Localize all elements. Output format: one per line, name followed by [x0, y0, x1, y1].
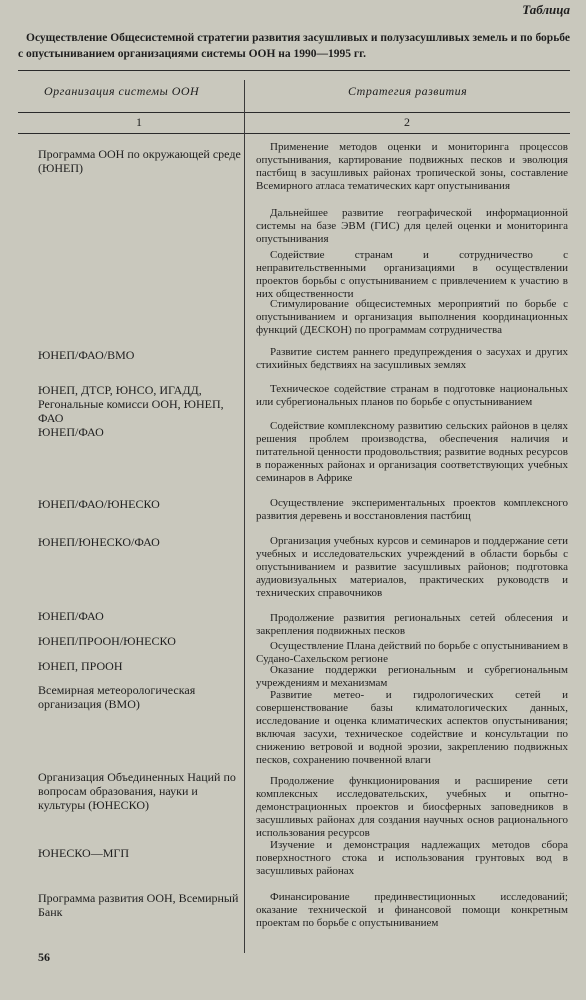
org-entry: ЮНЕСКО—МГП [38, 846, 129, 860]
org-entry: ЮНЕП/ФАО/ЮНЕСКО [38, 497, 160, 511]
strategy-entry: Стимулирование общесистемных мероприятий по борьбе с опустыниванием и организация выполнения координационных функций (ДЕСКОН) по программам сотрудничества [256, 298, 568, 336]
org-entry: ЮНЕП/ФАО [38, 425, 104, 439]
table-label: Таблица [522, 2, 570, 17]
org-entry: ЮНЕП, ПРООН [38, 659, 123, 673]
left-column-number: 1 [136, 115, 142, 129]
strategy-entry: Продолжение функционирования и расширение сети комплексных исследовательских, учебных и опытно-демонстрационных проектов и биосферных заповедников в засушливых районах для создания научных основ рационального использования ресурсов [256, 775, 568, 839]
table-caption: Осуществление Общесистемной стратегии развития засушливых и полузасушливых земель и по борьбе с опустыниванием организациями системы ООН на 1990—1995 гг. [18, 32, 570, 60]
org-entry: ЮНЕП, ДТСР, ЮНСО, ИГАДД, Регональные комисси ООН, ЮНЕП, ФАО [38, 383, 224, 425]
right-column-number: 2 [404, 115, 410, 129]
header-bottom-rule [18, 133, 570, 134]
header-top-rule [18, 70, 570, 71]
org-entry: ЮНЕП/ФАО [38, 609, 104, 623]
strategy-entry: Дальнейшее развитие географической информационной системы на базе ЭВМ (ГИС) для целей оценки и мониторинга опустынивания [256, 207, 568, 245]
page-number: 56 [38, 950, 50, 964]
column-divider [244, 80, 245, 953]
strategy-entry: Финансирование прединвестиционных исследований; оказание технической и финансовой помощи конкретным проектам по борьбе с опустыниванием [256, 891, 568, 929]
org-entry: Организация Объединенных Наций по вопросам образования, науки и культуры (ЮНЕСКО) [38, 770, 236, 812]
strategy-entry: Осуществление Плана действий по борьбе с опустыниванием в Судано-Сахельском регионе [256, 640, 568, 665]
org-entry: ЮНЕП/ФАО/ВМО [38, 348, 135, 362]
strategy-entry: Применение методов оценки и мониторинга процессов опустынивания, картирование подвижных песков и эволюция пастбищ в засушливых районах тропической зоны, составление Всемирного атласа тематических карт опустынивания [256, 141, 568, 192]
strategy-entry: Содействие комплексному развитию сельских районов в целях решения проблем производства, обеспечения наличия и питательной ценности продовольствия; развитие водных ресурсов в пораженных районах и организация соответствующих учебных семинаров в Африке [256, 420, 568, 484]
right-column-header: Стратегия развития [348, 84, 468, 98]
org-entry: Программа развития ООН, Всемирный Банк [38, 891, 239, 919]
org-entry: ЮНЕП/ПРООН/ЮНЕСКО [38, 634, 176, 648]
left-column-header: Организация системы ООН [44, 84, 200, 98]
strategy-entry: Техническое содействие странам в подготовке национальных или субрегиональных планов по борьбе с опустыниванием [256, 383, 568, 408]
strategy-entry: Организация учебных курсов и семинаров и поддержание сети учебных и исследовательских учреждений в области борьбы с опустыниванием и развитие засушливых районов; подготовка аудиовизуальных материалов, практических руководств и технических справочников [256, 535, 568, 599]
strategy-entry: Изучение и демонстрация надлежащих методов сбора поверхностного стока и использования грунтовых вод в засушливых районах [256, 839, 568, 877]
org-entry: Всемирная метеорологическая организация (ВМО) [38, 683, 196, 711]
strategy-entry: Оказание поддержки региональным и субрегиональным учреждениям и механизмам [256, 664, 568, 689]
strategy-entry: Содействие странам и сотрудничество с неправительственными организациями в осуществлении проектов борьбы с опустыниванием с привлечением к участию в них общественности [256, 249, 568, 300]
org-entry: Программа ООН по окружающей среде (ЮНЕП) [38, 147, 241, 175]
strategy-entry: Осуществление экспериментальных проектов комплексного развития деревень и восстановления пастбищ [256, 497, 568, 522]
strategy-entry: Развитие метео- и гидрологических сетей и совершенствование базы климатологических данных, исследование и оценка климатических аспектов опустынивания; включая засухи, техническое содействие и консультации по снижению ветровой и водной эрозии, закреплению подвижных песков, сохранению почвенной влаги [256, 689, 568, 766]
org-entry: ЮНЕП/ЮНЕСКО/ФАО [38, 535, 160, 549]
strategy-entry: Продолжение развития региональных сетей облесения и закрепления подвижных песков [256, 612, 568, 637]
strategy-entry: Развитие систем раннего предупреждения о засухах и других стихийных бедствиях на засушливых землях [256, 346, 568, 371]
header-mid-rule [18, 112, 570, 113]
